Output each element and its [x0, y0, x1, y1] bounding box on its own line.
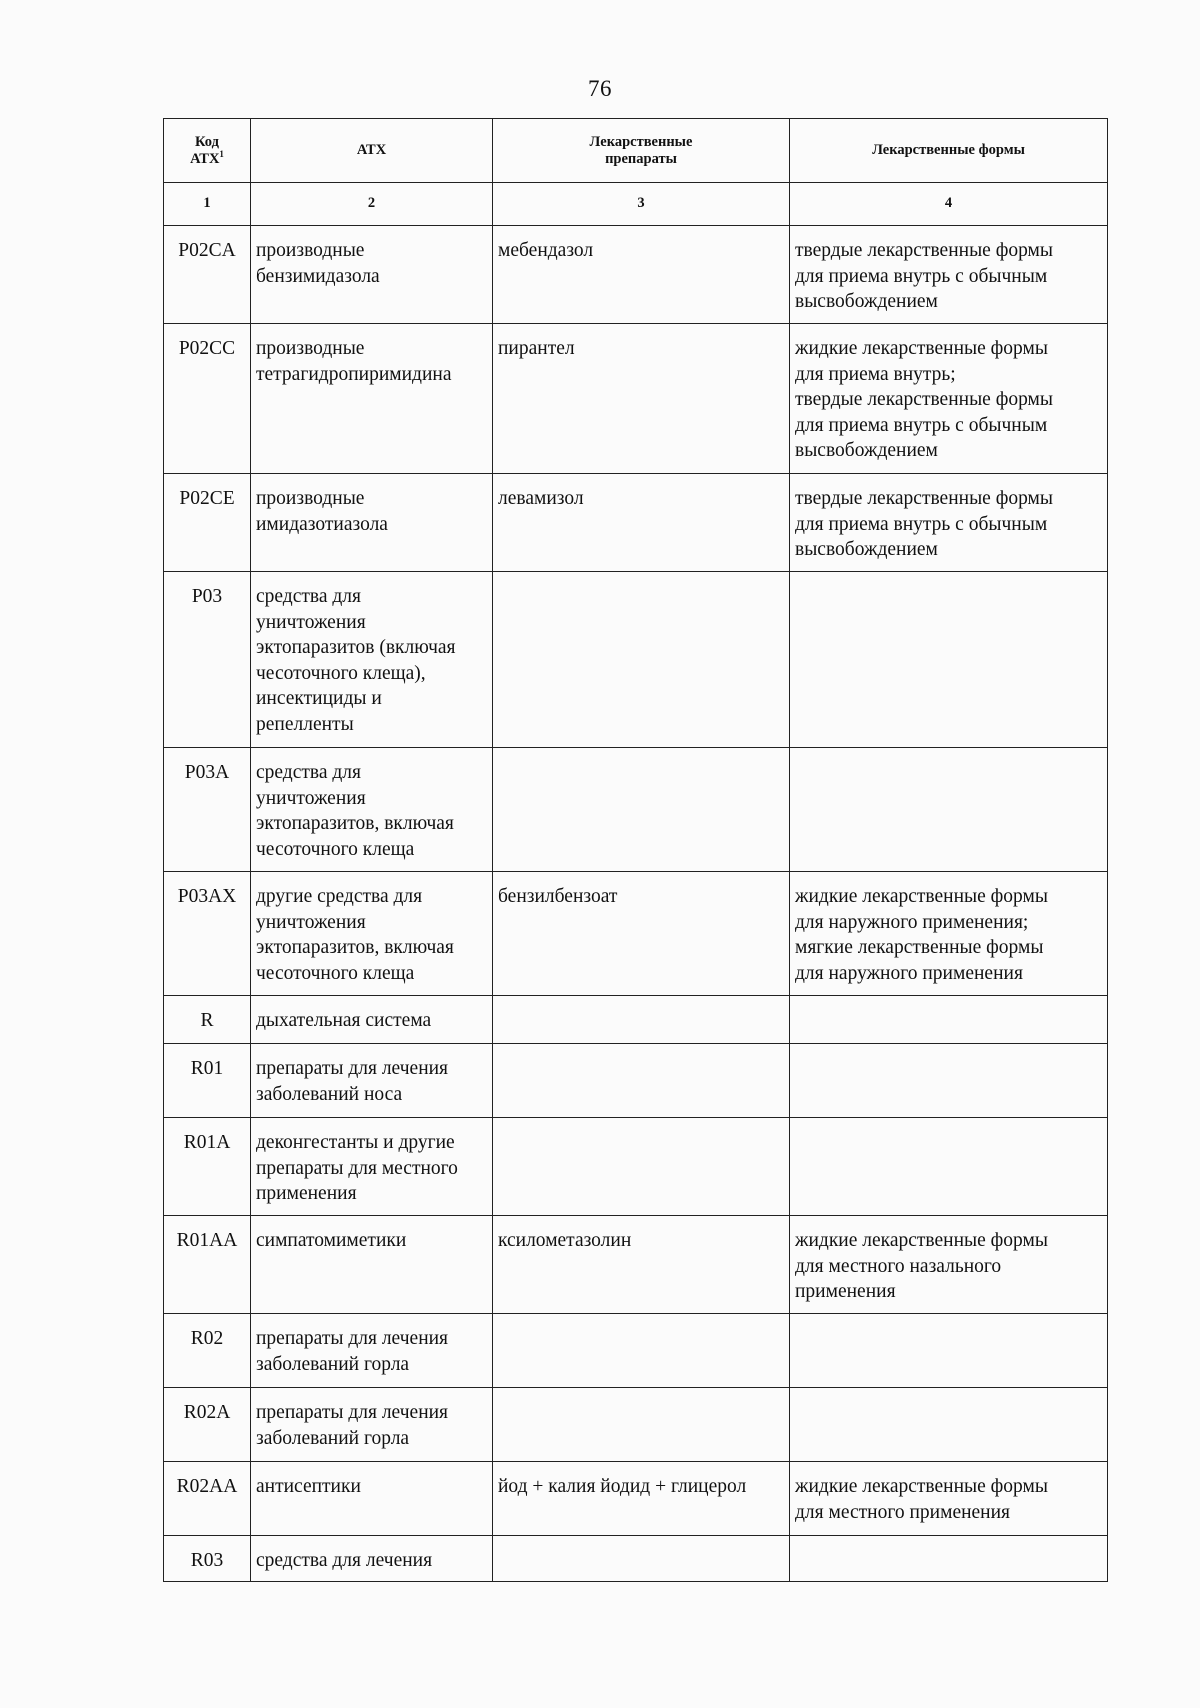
- atx-group-cell: [251, 1216, 493, 1314]
- atx-code-cell: R01: [164, 1044, 251, 1118]
- cell-text-line: для наружного применения: [795, 962, 1023, 984]
- dosage-forms-cell: [790, 1536, 1108, 1582]
- drug-name-cell: [493, 226, 790, 324]
- cell-text-line: высвобождением: [795, 539, 938, 561]
- table-row: [164, 996, 1108, 1044]
- table-row: [164, 872, 1108, 996]
- column-number-row: [164, 183, 1108, 226]
- header-atx-label: АТХ: [356, 142, 387, 158]
- table-row: [164, 572, 1108, 748]
- cell-text-line: для приема внутрь с обычным: [795, 265, 1048, 287]
- cell-text-line: деконгестанты и другие: [256, 1132, 455, 1153]
- atx-code-cell: R01A: [164, 1118, 251, 1216]
- cell-text-line: бензимидазола: [256, 265, 380, 287]
- cell-text-line: жидкие лекарственные формы: [795, 1230, 1048, 1251]
- dosage-forms-cell: [790, 872, 1108, 996]
- atx-group-cell: [251, 1118, 493, 1216]
- atx-group-cell: [251, 474, 493, 572]
- cell-text-line: эктопаразитов, включая: [256, 813, 454, 835]
- atx-code-cell: P03AX: [164, 872, 251, 996]
- table-row: [164, 226, 1108, 324]
- table-row: [164, 474, 1108, 572]
- cell-text-line: пирантел: [498, 338, 575, 359]
- cell-text-line: производные: [256, 338, 365, 359]
- header-code-line1: Код: [195, 133, 219, 150]
- drug-name-cell: [493, 1314, 790, 1388]
- drug-name-cell: [493, 996, 790, 1044]
- drug-name-cell: [493, 474, 790, 572]
- cell-text-line: мебендазол: [498, 240, 594, 261]
- cell-text-line: для местного назального: [795, 1255, 1002, 1277]
- cell-text-line: чесоточного клеща),: [256, 662, 426, 684]
- table-body: [164, 226, 1108, 1582]
- drug-name-cell: [493, 748, 790, 872]
- table-row: [164, 1314, 1108, 1388]
- cell-text-line: производные: [256, 488, 365, 509]
- drug-name-cell: [493, 1536, 790, 1582]
- cell-text-line: для местного применения: [795, 1501, 1011, 1523]
- cell-text-line: антисептики: [256, 1476, 361, 1497]
- cell-text-line: применения: [795, 1281, 896, 1303]
- cell-text-line: имидазотиазола: [256, 513, 388, 535]
- header-forms: [790, 119, 1108, 183]
- drug-name-cell: [493, 324, 790, 474]
- atx-group-cell: [251, 748, 493, 872]
- cell-text-line: йод + калия йодид + глицерол: [498, 1476, 747, 1497]
- table-header-row: [164, 119, 1108, 183]
- dosage-forms-cell: [790, 748, 1108, 872]
- atx-group-cell: [251, 872, 493, 996]
- cell-text-line: высвобождением: [795, 291, 938, 313]
- cell-text-line: препараты для местного: [256, 1157, 458, 1179]
- header-code: [164, 119, 251, 183]
- table-row: [164, 1118, 1108, 1216]
- cell-text-line: для наружного применения;: [795, 911, 1029, 933]
- atx-code-cell: R03: [164, 1536, 251, 1582]
- cell-text-line: твердые лекарственные формы: [795, 389, 1053, 411]
- atx-code-cell: R02A: [164, 1388, 251, 1462]
- drug-name-cell: [493, 1118, 790, 1216]
- atx-group-cell: [251, 996, 493, 1044]
- atx-code-cell: P02CC: [164, 324, 251, 474]
- atx-group-cell: [251, 1536, 493, 1582]
- drug-name-cell: [493, 1216, 790, 1314]
- cell-text-line: производные: [256, 240, 365, 261]
- cell-text-line: мягкие лекарственные формы: [795, 937, 1044, 959]
- table-row: [164, 1536, 1108, 1582]
- atx-group-cell: [251, 1462, 493, 1536]
- table-row: [164, 1462, 1108, 1536]
- atx-group-cell: [251, 572, 493, 748]
- cell-text-line: инсектициды и: [256, 688, 382, 710]
- header-atx: [251, 119, 493, 183]
- cell-text-line: тетрагидропиримидина: [256, 363, 452, 385]
- atx-code-cell: R01AA: [164, 1216, 251, 1314]
- cell-text-line: бензилбензоат: [498, 886, 618, 907]
- drug-name-cell: [493, 1462, 790, 1536]
- cell-text-line: эктопаразитов (включая: [256, 637, 456, 659]
- header-forms-label: Лекарственные формы: [872, 142, 1025, 158]
- dosage-forms-cell: [790, 474, 1108, 572]
- header-drugs-line1: Лекарственные: [589, 133, 693, 150]
- cell-text-line: уничтожения: [256, 911, 366, 933]
- dosage-forms-cell: [790, 1118, 1108, 1216]
- atx-code-cell: P02CA: [164, 226, 251, 324]
- cell-text-line: средства для: [256, 762, 362, 783]
- cell-text-line: заболеваний горла: [256, 1353, 410, 1375]
- cell-text-line: симпатомиметики: [256, 1230, 407, 1251]
- cell-text-line: уничтожения: [256, 787, 366, 809]
- cell-text-line: заболеваний носа: [256, 1083, 403, 1105]
- footnote-marker: 1: [219, 148, 224, 159]
- cell-text-line: средства для: [256, 586, 362, 607]
- atx-group-cell: [251, 1314, 493, 1388]
- cell-text-line: препараты для лечения: [256, 1058, 449, 1079]
- table-row: [164, 748, 1108, 872]
- header-drugs: [493, 119, 790, 183]
- header-code-line2: АТХ: [190, 150, 220, 167]
- cell-text-line: репелленты: [256, 713, 354, 735]
- dosage-forms-cell: [790, 572, 1108, 748]
- cell-text-line: твердые лекарственные формы: [795, 240, 1053, 261]
- cell-text-line: чесоточного клеща: [256, 962, 415, 984]
- cell-text-line: средства для лечения: [256, 1550, 433, 1571]
- cell-text-line: заболеваний горла: [256, 1427, 410, 1449]
- cell-text-line: для приема внутрь;: [795, 363, 956, 385]
- column-number: 3: [493, 183, 790, 226]
- drug-name-cell: [493, 1044, 790, 1118]
- atx-code-cell: P03A: [164, 748, 251, 872]
- cell-text-line: другие средства для: [256, 886, 423, 907]
- drug-name-cell: [493, 572, 790, 748]
- atx-code-cell: R: [164, 996, 251, 1044]
- cell-text-line: высвобождением: [795, 440, 938, 462]
- table-row: [164, 1388, 1108, 1462]
- dosage-forms-cell: [790, 1044, 1108, 1118]
- cell-text-line: левамизол: [498, 488, 584, 509]
- cell-text-line: препараты для лечения: [256, 1328, 449, 1349]
- cell-text-line: жидкие лекарственные формы: [795, 1476, 1048, 1497]
- dosage-forms-cell: [790, 1462, 1108, 1536]
- cell-text-line: для приема внутрь с обычным: [795, 513, 1048, 535]
- dosage-forms-cell: [790, 996, 1108, 1044]
- cell-text-line: для приема внутрь с обычным: [795, 414, 1048, 436]
- cell-text-line: жидкие лекарственные формы: [795, 886, 1048, 907]
- atx-code-cell: R02AA: [164, 1462, 251, 1536]
- drug-name-cell: [493, 872, 790, 996]
- atx-group-cell: [251, 324, 493, 474]
- dosage-forms-cell: [790, 1216, 1108, 1314]
- atx-code-cell: P03: [164, 572, 251, 748]
- table-row: [164, 1044, 1108, 1118]
- cell-text-line: твердые лекарственные формы: [795, 488, 1053, 509]
- table-row: [164, 1216, 1108, 1314]
- dosage-forms-cell: [790, 324, 1108, 474]
- cell-text-line: применения: [256, 1183, 357, 1205]
- table-row: [164, 324, 1108, 474]
- atx-group-cell: [251, 1044, 493, 1118]
- atx-table: [163, 118, 1108, 1582]
- atx-group-cell: [251, 226, 493, 324]
- cell-text-line: ксилометазолин: [498, 1230, 632, 1251]
- cell-text-line: препараты для лечения: [256, 1402, 449, 1423]
- dosage-forms-cell: [790, 226, 1108, 324]
- atx-group-cell: [251, 1388, 493, 1462]
- drug-name-cell: [493, 1388, 790, 1462]
- dosage-forms-cell: [790, 1314, 1108, 1388]
- page-number: 76: [588, 76, 612, 101]
- header-drugs-line2: препараты: [605, 150, 677, 167]
- cell-text-line: жидкие лекарственные формы: [795, 338, 1048, 359]
- column-number: 1: [164, 183, 251, 226]
- dosage-forms-cell: [790, 1388, 1108, 1462]
- atx-code-cell: R02: [164, 1314, 251, 1388]
- cell-text-line: чесоточного клеща: [256, 838, 415, 860]
- cell-text-line: дыхательная система: [256, 1010, 432, 1031]
- column-number: 4: [790, 183, 1108, 226]
- cell-text-line: уничтожения: [256, 611, 366, 633]
- cell-text-line: эктопаразитов, включая: [256, 937, 454, 959]
- column-number: 2: [251, 183, 493, 226]
- atx-code-cell: P02CE: [164, 474, 251, 572]
